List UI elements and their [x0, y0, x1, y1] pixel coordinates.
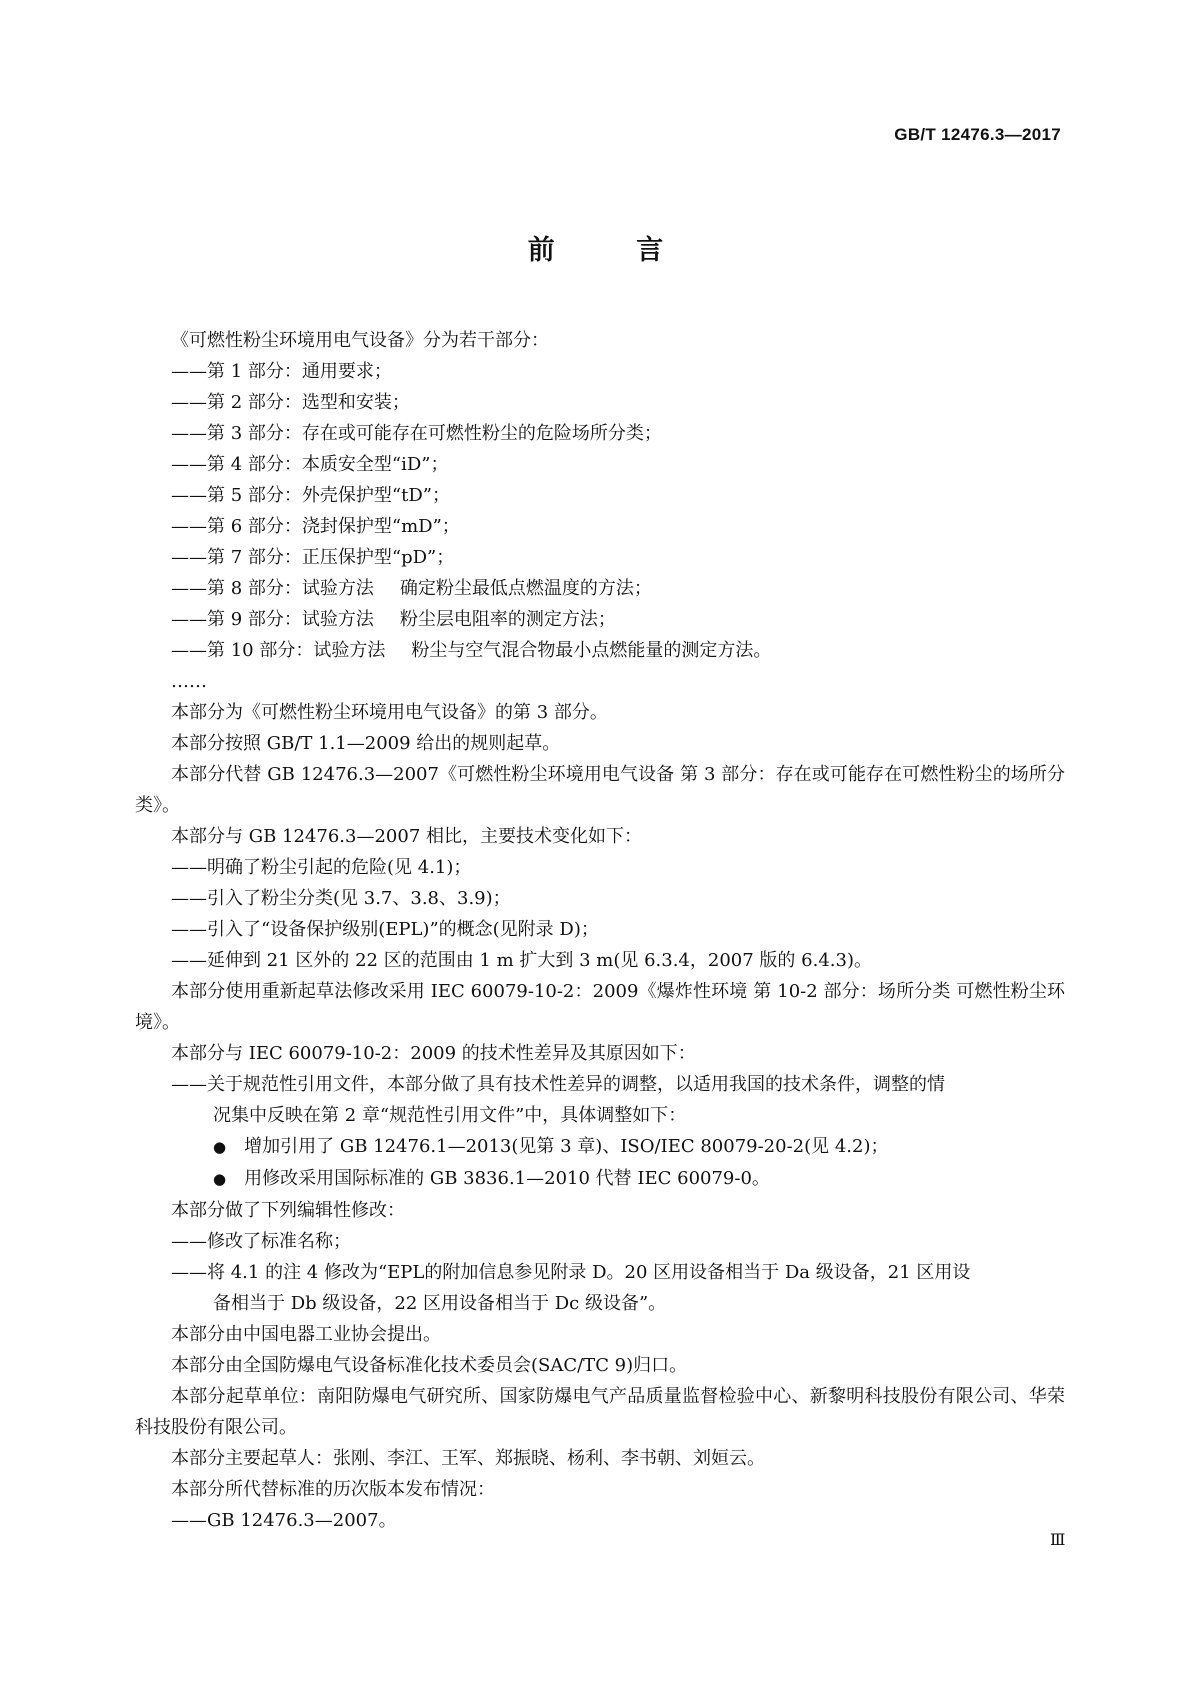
paragraph: 本部分主要起草人：张刚、李江、王军、郑振晓、杨利、李书朝、刘姮云。	[171, 1448, 765, 1469]
paragraph: 本部分由中国电器工业协会提出。	[171, 1324, 441, 1345]
list-item-lead: ——第 9 部分：试验方法	[171, 609, 374, 630]
ellipsis: ……	[171, 671, 207, 692]
list-item: ——第 3 部分：存在或可能存在可燃性粉尘的危险场所分类；	[171, 423, 662, 444]
list-item-rest: 粉尘与空气混合物最小点燃能量的测定方法。	[411, 640, 772, 661]
list-item	[135, 604, 1065, 635]
paragraph: 本部分起草单位：南阳防爆电气研究所、国家防爆电气产品质量监督检验中心、新黎明科技股份有限公司、华荣科技股份有限公司。	[135, 1386, 1065, 1438]
list-item: ——GB 12476.3—2007。	[171, 1510, 397, 1531]
list-item-rest: 粉尘层电阻率的测定方法；	[399, 609, 616, 630]
bullet-icon: ●	[213, 1170, 227, 1188]
bullet-text: 用修改采用国际标准的 GB 3836.1—2010 代替 IEC 60079-0。	[244, 1168, 770, 1189]
paragraph: 《可燃性粉尘环境用电气设备》分为若干部分：	[171, 330, 549, 351]
paragraph: 本部分做了下列编辑性修改：	[171, 1200, 405, 1221]
bullet-item	[135, 1131, 1065, 1163]
list-item-continuation: 备相当于 Db 级设备，22 区用设备相当于 Dc 级设备”。	[213, 1293, 667, 1314]
list-item-lead: ——第 8 部分：试验方法	[171, 578, 374, 599]
paragraph: 本部分按照 GB/T 1.1—2009 给出的规则起草。	[171, 733, 561, 754]
preface-body	[135, 325, 1065, 1536]
list-item: ——第 4 部分：本质安全型“iD”；	[171, 454, 449, 475]
list-item: ——第 7 部分：正压保护型“pD”；	[171, 547, 455, 568]
list-item: ——第 5 部分：外壳保护型“tD”；	[171, 485, 450, 506]
paragraph: 本部分所代替标准的历次版本发布情况：	[171, 1479, 495, 1500]
bullet-item	[135, 1163, 1065, 1195]
standard-number: GB/T 12476.3—2017	[894, 125, 1061, 144]
page-title: 前 言	[527, 235, 700, 266]
paragraph: 本部分使用重新起草法修改采用 IEC 60079-10-2：2009《爆炸性环境 第 10-2 部分：场所分类 可燃性粉尘环境》。	[135, 981, 1065, 1033]
list-item: ——将 4.1 的注 4 修改为“EPL的附加信息参见附录 D。20 区用设备相当于 Da 级设备，21 区用设	[171, 1262, 971, 1283]
paragraph: 本部分为《可燃性粉尘环境用电气设备》的第 3 部分。	[171, 702, 608, 723]
page-number: Ⅲ	[1050, 1530, 1066, 1549]
list-item	[135, 573, 1065, 604]
list-item: ——第 6 部分：浇封保护型“mD”；	[171, 516, 460, 537]
list-item-rest: 确定粉尘最低点燃温度的方法；	[399, 578, 652, 599]
list-item-continuation: 况集中反映在第 2 章“规范性引用文件”中，具体调整如下：	[213, 1105, 687, 1126]
list-item	[135, 635, 1065, 666]
list-item: ——引入了“设备保护级别(EPL)”的概念(见附录 D)；	[171, 919, 599, 940]
paragraph: 本部分代替 GB 12476.3—2007《可燃性粉尘环境用电气设备 第 3 部分：存在或可能存在可燃性粉尘的场所分类》。	[135, 764, 1065, 816]
paragraph: 本部分由全国防爆电气设备标准化技术委员会(SAC/TC 9)归口。	[171, 1355, 688, 1376]
list-item: ——引入了粉尘分类(见 3.7、3.8、3.9)；	[171, 888, 511, 909]
list-item: ——修改了标准名称；	[171, 1231, 351, 1252]
bullet-icon: ●	[213, 1138, 227, 1156]
list-item-lead: ——第 10 部分：试验方法	[171, 640, 386, 661]
list-item: ——关于规范性引用文件，本部分做了具有技术性差异的调整，以适用我国的技术条件，调整的情	[171, 1074, 945, 1095]
list-item: ——第 2 部分：选型和安装；	[171, 392, 410, 413]
list-item: ——明确了粉尘引起的危险(见 4.1)；	[171, 857, 472, 878]
list-item: ——延伸到 21 区外的 22 区的范围由 1 m 扩大到 3 m(见 6.3.4，2007 版的 6.4.3)。	[171, 950, 872, 971]
bullet-text: 增加引用了 GB 12476.1—2013(见第 3 章)、ISO/IEC 80079-20-2(见 4.2)；	[244, 1136, 889, 1157]
paragraph: 本部分与 GB 12476.3—2007 相比，主要技术变化如下：	[171, 826, 643, 847]
list-item: ——第 1 部分：通用要求；	[171, 361, 392, 382]
paragraph: 本部分与 IEC 60079-10-2：2009 的技术性差异及其原因如下：	[171, 1043, 696, 1064]
